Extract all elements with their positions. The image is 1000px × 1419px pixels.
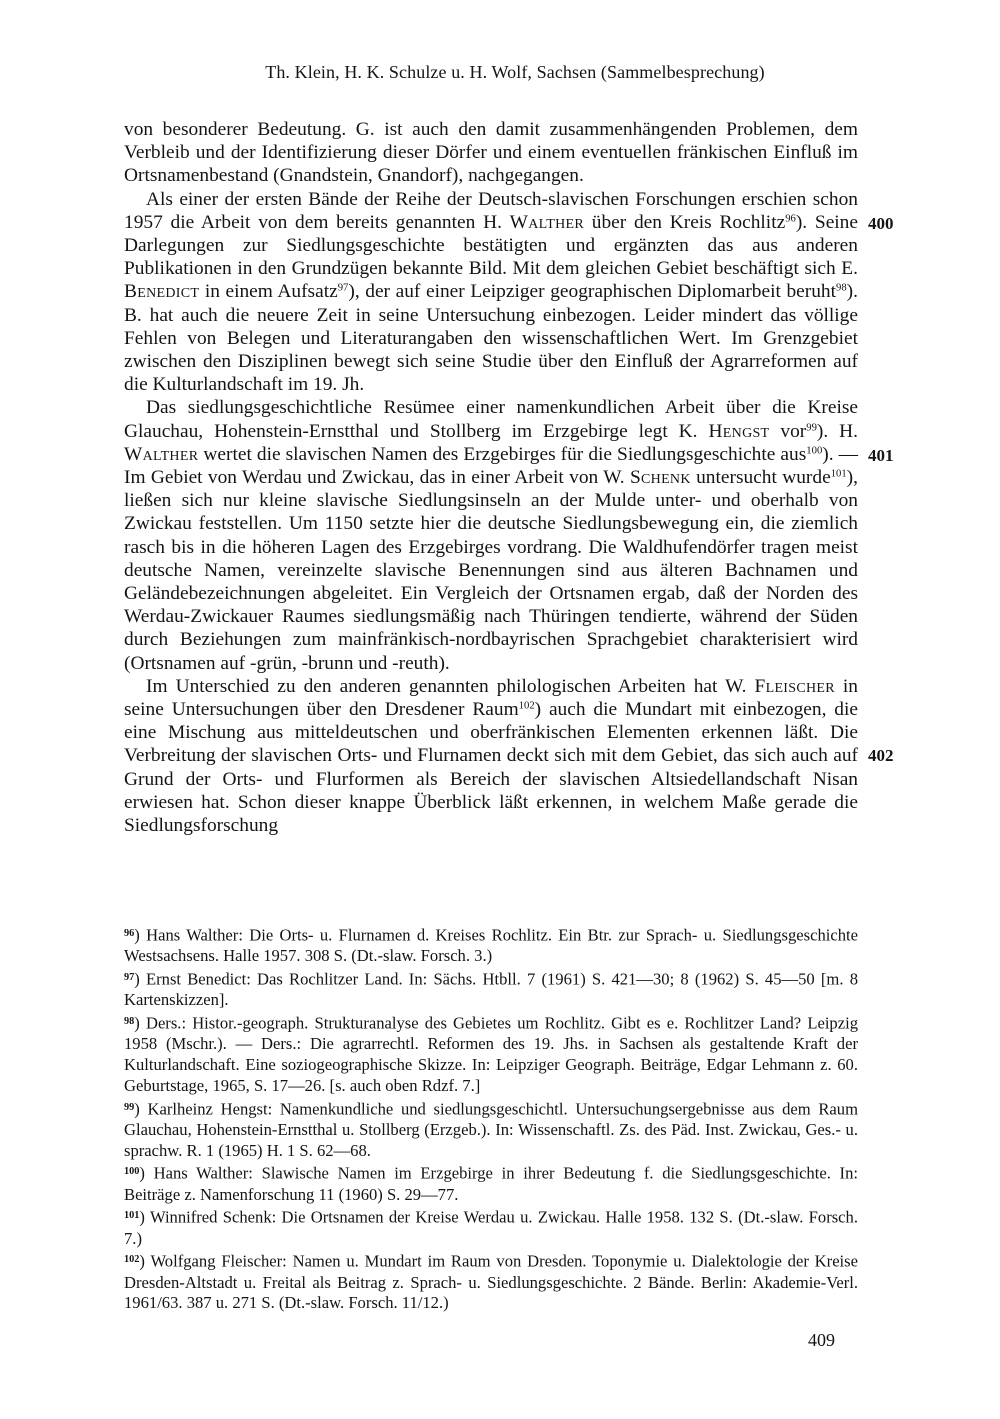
text-run: Das siedlungsgeschichtliche Resümee einer namenkundlichen Arbeit über die Kreise Glauchau, Hohenstein-Ernstthal und Stollberg im Erzgebirge legt K. <box>124 397 858 442</box>
footnote-ref: 102 <box>518 699 535 712</box>
text-run: vor <box>769 420 807 442</box>
footnote <box>124 968 858 1011</box>
footnote-ref: 100 <box>806 444 823 457</box>
text-run: wertet die slavischen Namen des Erzgebirges für die Siedlungsgeschichte aus <box>198 443 807 465</box>
author-name: Schenk <box>629 467 691 489</box>
page-number: 409 <box>808 1330 835 1350</box>
margin-number-401: 401 <box>868 446 894 465</box>
footnote <box>124 1250 858 1314</box>
footnote-text: ) Ernst Benedict: Das Rochlitzer Land. In: Sächs. Htbll. 7 (1961) S. 421—30; 8 (1962) S. 45—50 [m. 8 Kartenskizzen]. <box>124 969 858 1010</box>
footnote-mark: 99 <box>124 1101 135 1113</box>
text-run: Im Unterschied zu den anderen genannten philologischen Arbeiten hat W. <box>146 675 755 697</box>
author-name: Walther <box>509 211 585 233</box>
footnote-text: ) Karlheinz Hengst: Namenkundliche und siedlungsgeschichtl. Untersuchungsergebnisse aus dem Raum Glauchau, Hohenstein-Ernstthal u. Stollberg (Erzgeb.). In: Wissenschaftl. Zs. des Päd. Inst. Zwickau, Ges.- u. sprachw. R. 1 (1965) H. 1 S. 62—68. <box>124 1099 858 1160</box>
text-run: ). H. <box>816 420 859 442</box>
footnote-mark: 101 <box>124 1210 140 1222</box>
margin-number-402: 402 <box>868 746 894 765</box>
author-name: Walther <box>124 443 199 465</box>
footnote <box>124 1162 858 1205</box>
text-run: von besonderer Bedeutung. G. ist auch den damit zusammenhängenden Problemen, dem Verbleib und der Identifizierung dieser Dörfer und einem eventuellen fränkischen Einfluß im Ortsnamenbestand (Gnandstein, Gnandorf), nachgegangen. <box>124 119 858 187</box>
footnote-text: ) Ders.: Histor.-geograph. Strukturanalyse des Gebietes um Rochlitz. Gibt es e. Rochlitzer Land? Leipzig 1958 (Mschr.). — Ders.: Die agrarrechtl. Reformen des 19. Jhs. in Sachsen als gestaltende Kraft der Kulturlandschaft. Eine soziogeographische Skizze. In: Leipziger Geograph. Beiträge, Edgar Lehmann z. 60. Geburtstage, 1965, S. 17—26. [s. auch oben Rdzf. 7.] <box>124 1013 858 1095</box>
footnote <box>124 1206 858 1249</box>
margin-number-400: 400 <box>868 214 894 233</box>
footnote-text: ) Wolfgang Fleischer: Namen u. Mundart im Raum von Dresden. Toponymie u. Dialektologie der Kreise Dresden-Altstadt u. Freital als Beitrag z. Sprach- u. Siedlungsgeschichte. 2 Bände. Berlin: Akademie-Verl. 1961/63. 387 u. 271 S. (Dt.-slaw. Forsch. 11/12.) <box>124 1251 858 1313</box>
text-run: untersucht wurde <box>690 467 831 489</box>
footnote-mark: 102 <box>124 1254 140 1266</box>
paragraph-1 <box>124 118 858 188</box>
author-name: Fleischer <box>754 675 835 697</box>
text-run: ), der auf einer Leipziger geographischen Diplomarbeit beruht <box>348 281 837 303</box>
footnote-text: ) Hans Walther: Slawische Namen im Erzgebirge in ihrer Bedeutung f. die Siedlungsgeschichte. In: Beiträge z. Namenforschung 11 (1960) S. 29—77. <box>124 1163 858 1204</box>
text-run: ). Seine Darlegungen zur Siedlungsgeschichte bestätigten und ergänzten das aus anderen Publikationen in den Grundzügen bekannte Bild. Mit dem gleichen Gebiet beschäftigt sich E. <box>124 211 858 280</box>
footnote <box>124 1012 858 1096</box>
main-text <box>124 118 858 837</box>
text-run: ). — Im Gebiet von Werdau und Zwickau, das in einer Arbeit von W. <box>124 443 859 489</box>
footnote-ref: 99 <box>806 421 817 434</box>
running-head: Th. Klein, H. K. Schulze u. H. Wolf, Sachsen (Sammelbesprechung) <box>265 62 765 82</box>
paragraph-2 <box>124 188 858 397</box>
footnote-text: ) Hans Walther: Die Orts- u. Flurnamen d. Kreises Rochlitz. Ein Btr. zur Sprach- u. Siedlungsgeschichte Westsachsens. Halle 1957. 308 S. (Dt.-slaw. Forsch. 3.) <box>124 925 858 966</box>
paragraph-3 <box>124 396 858 674</box>
footnote-mark: 100 <box>124 1166 140 1178</box>
text-run: Als einer der ersten Bände der Reihe der Deutsch-slavischen Forschungen erschien schon 1957 die Arbeit von dem bereits genannten H. <box>124 188 858 233</box>
footnote-mark: 96 <box>124 928 135 939</box>
text-run: in einem Aufsatz <box>199 281 338 303</box>
footnote <box>124 1098 858 1162</box>
author-name: Hengst <box>708 420 770 442</box>
text-run: über den Kreis Rochlitz <box>584 211 786 233</box>
text-run: ), ließen sich nur kleine slavische Siedlungsinseln an der Mulde unter- und oberhalb von Zwickau feststellen. Um 1150 setzte hier die deutsche Siedlungsbewegung ein, die ziemlich rasch bis in die höheren Lagen des Erzgebirges vordrang. Die Waldhufendörfer tragen meist deutsche Namen, vereinzelte slavische Benennungen sind aus älteren Bachnamen und Geländebezeichnungen abgeleitet. Ein Vergleich der Ortsnamen ergab, daß der Norden des Werdau-Zwickauer Raumes siedlungsmäßig nach Thüringen tendierte, während der Süden durch Beziehungen zum mainfränkisch-nordbayrischen Sprachgebiet charakterisiert wird (Ortsnamen auf -grün, -brunn und -reuth). <box>124 467 858 674</box>
paragraph-4 <box>124 675 858 837</box>
text-run: in seine Untersuchungen über den Dresdener Raum <box>124 675 859 721</box>
footnote-ref: 98 <box>836 282 847 295</box>
footnote-mark: 98 <box>124 1016 135 1028</box>
footnote <box>124 924 858 967</box>
footnote-ref: 97 <box>337 282 349 295</box>
footnote-ref: 96 <box>785 212 796 225</box>
text-run: ). B. hat auch die neuere Zeit in seine Untersuchung einbezogen. Leider mindert das völlige Fehlen von Belegen und Literaturangaben den wissenschaftlichen Wert. Im Grenzgebiet zwischen den Disziplinen bewegt sich seine Studie über den Einfluß der Agrarreformen auf die Kulturlandschaft im 19. Jh. <box>124 281 858 396</box>
footnote-mark: 97 <box>124 972 135 984</box>
footnote-text: ) Winnifred Schenk: Die Ortsnamen der Kreise Werdau u. Zwickau. Halle 1958. 132 S. (Dt.-slaw. Forsch. 7.) <box>124 1207 858 1248</box>
footnote-ref: 101 <box>830 467 847 480</box>
text-run: ) auch die Mundart mit einbezogen, die eine Mischung aus mitteldeutschen und oberfränkischen Elementen erkennen läßt. Die Verbreitung der slavischen Orts- und Flurnamen deckt sich mit dem Gebiet, das sich auch auf Grund der Orts- und Flurformen als Bereich der slavischen Altsiedellandschaft Nisan erwiesen hat. Schon dieser knappe Überblick läßt erkennen, in welchem Maße gerade die Siedlungsforschung <box>124 699 858 837</box>
footnotes <box>124 924 858 1315</box>
author-name: Benedict <box>124 281 200 303</box>
